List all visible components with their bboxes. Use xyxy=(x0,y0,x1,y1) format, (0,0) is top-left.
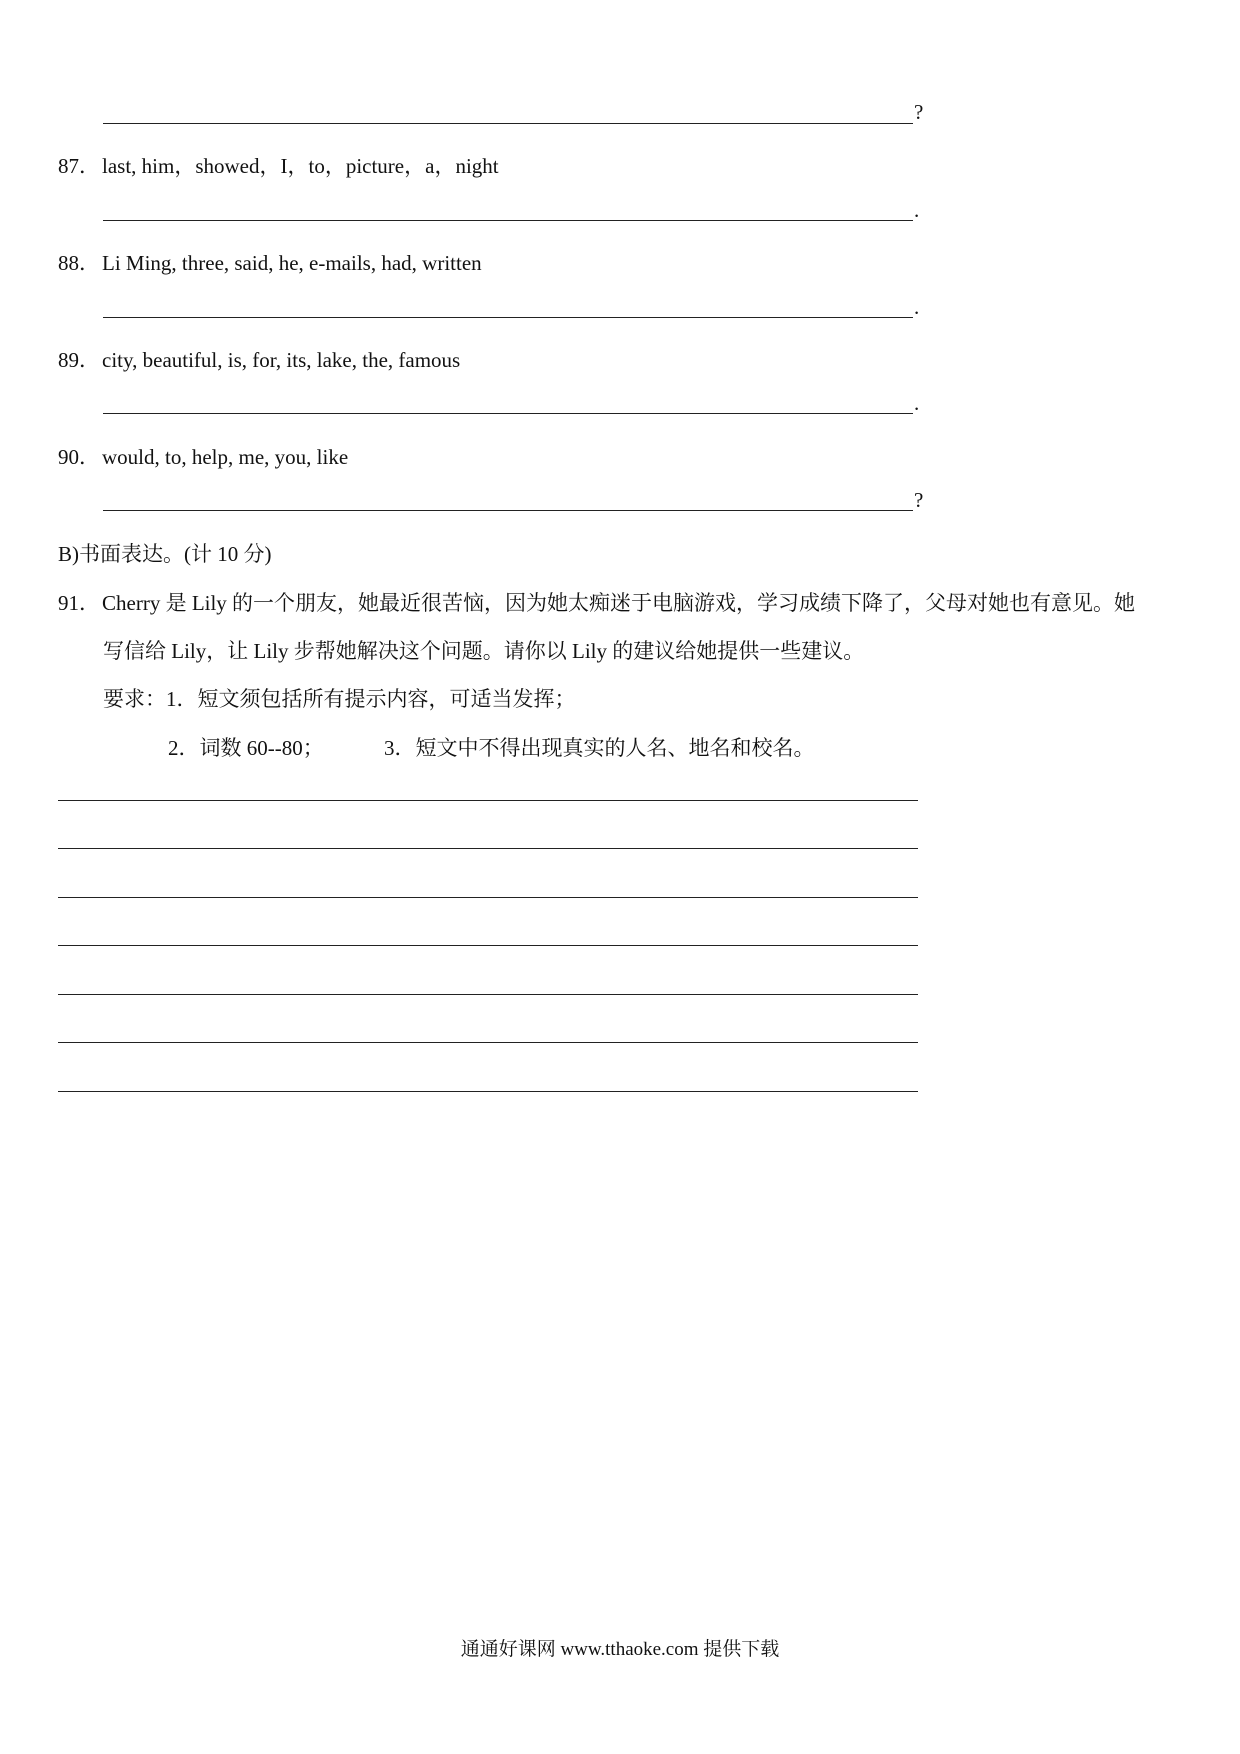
answer-line-89[interactable] xyxy=(103,413,913,414)
writing-line[interactable] xyxy=(58,897,918,898)
question-words: city, beautiful, is, for, its, lake, the, famous xyxy=(102,348,461,372)
answer-end-mark-88: . xyxy=(914,295,920,319)
requirement-2: 2．词数 60--80； xyxy=(168,736,324,760)
answer-end-mark-89: . xyxy=(914,391,920,415)
question-number: 90． xyxy=(58,445,100,469)
question-87 xyxy=(58,150,499,180)
question-91-text-1: Cherry 是 Lily 的一个朋友，她最近很苦恼，因为她太痴迷于电脑游戏，学习成绩下降了，父母对她也有意见。她 xyxy=(102,591,1136,615)
question-words: last, him，showed，I，to，picture，a，night xyxy=(102,154,499,178)
writing-line[interactable] xyxy=(58,848,918,849)
question-90 xyxy=(58,441,348,471)
requirement-3: 3．短文中不得出现真实的人名、地名和校名。 xyxy=(384,736,815,760)
writing-line[interactable] xyxy=(58,994,918,995)
requirements-label: 要求： xyxy=(103,687,166,711)
requirement-1: 1．短文须包括所有提示内容，可适当发挥； xyxy=(166,687,576,711)
question-88 xyxy=(58,247,482,277)
answer-line-88[interactable] xyxy=(103,317,913,318)
answer-end-mark-86: ? xyxy=(914,100,924,124)
question-number: 87． xyxy=(58,154,100,178)
answer-end-mark-90: ? xyxy=(914,488,924,512)
question-91-line2: 写信给 Lily，让 Lily 步帮她解决这个问题。请你以 Lily 的建议给她提供一些建议。 xyxy=(103,639,865,663)
answer-line-87[interactable] xyxy=(103,220,913,221)
writing-line[interactable] xyxy=(58,800,918,801)
writing-line[interactable] xyxy=(58,1042,918,1043)
question-number: 89． xyxy=(58,348,100,372)
question-91-line1 xyxy=(58,587,1135,617)
answer-line-90[interactable] xyxy=(103,510,913,511)
question-number: 91． xyxy=(58,591,100,615)
question-89 xyxy=(58,344,460,374)
footer-text: 通通好课网 www.tthaoke.com 提供下载 xyxy=(460,1639,780,1660)
question-number: 88． xyxy=(58,251,100,275)
writing-line[interactable] xyxy=(58,945,918,946)
requirements-line1 xyxy=(103,683,576,713)
answer-end-mark-87: . xyxy=(914,198,920,222)
question-words: Li Ming, three, said, he, e-mails, had, written xyxy=(102,251,482,275)
section-b-heading: B)书面表达。(计 10 分) xyxy=(58,542,272,566)
writing-line[interactable] xyxy=(58,1091,918,1092)
answer-line-86[interactable] xyxy=(103,123,913,124)
question-words: would, to, help, me, you, like xyxy=(102,445,349,469)
